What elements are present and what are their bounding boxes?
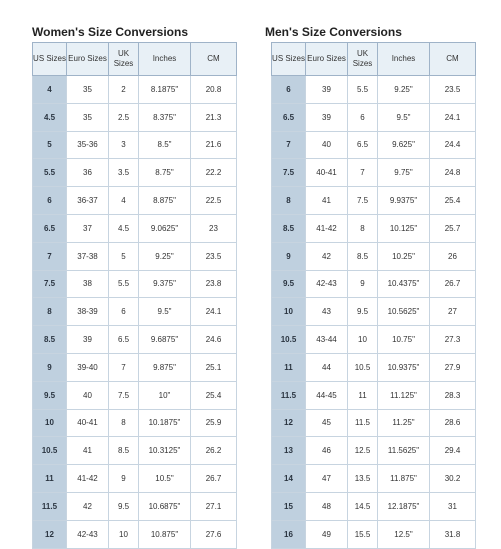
table-row	[272, 409, 476, 437]
euro-size-cell: 39-40	[67, 353, 109, 381]
cm-cell: 25.4	[191, 381, 237, 409]
cm-cell: 23.8	[191, 270, 237, 298]
cm-cell: 21.3	[191, 103, 237, 131]
inches-cell: 10.125"	[378, 214, 430, 242]
table-row	[33, 437, 237, 465]
header-inches: Inches	[139, 43, 191, 76]
euro-size-cell: 42	[306, 242, 348, 270]
cm-cell: 21.6	[191, 131, 237, 159]
cm-cell: 26.7	[430, 270, 476, 298]
uk-size-cell: 14.5	[348, 492, 378, 520]
us-size-cell: 7.5	[33, 270, 67, 298]
table-row	[272, 270, 476, 298]
table-row	[33, 214, 237, 242]
euro-size-cell: 41	[306, 187, 348, 215]
cm-cell: 22.5	[191, 187, 237, 215]
uk-size-cell: 2.5	[109, 103, 139, 131]
table-row	[272, 326, 476, 354]
euro-size-cell: 46	[306, 437, 348, 465]
cm-cell: 29.4	[430, 437, 476, 465]
inches-cell: 10.5"	[139, 465, 191, 493]
uk-size-cell: 7.5	[348, 187, 378, 215]
euro-size-cell: 47	[306, 465, 348, 493]
inches-cell: 10.25"	[378, 242, 430, 270]
us-size-cell: 13	[272, 437, 306, 465]
table-row	[33, 242, 237, 270]
uk-size-cell: 5.5	[348, 76, 378, 104]
cm-cell: 28.3	[430, 381, 476, 409]
uk-size-cell: 9.5	[348, 298, 378, 326]
table-row	[272, 103, 476, 131]
cm-cell: 24.8	[430, 159, 476, 187]
men-header-row	[272, 43, 476, 76]
us-size-cell: 9	[272, 242, 306, 270]
us-size-cell: 4.5	[33, 103, 67, 131]
cm-cell: 25.1	[191, 353, 237, 381]
euro-size-cell: 49	[306, 520, 348, 548]
header-euro-sizes: Euro Sizes	[67, 43, 109, 76]
us-size-cell: 12	[33, 520, 67, 548]
us-size-cell: 10.5	[272, 326, 306, 354]
header-uk-sizes: UK Sizes	[348, 43, 378, 76]
inches-cell: 9.9375"	[378, 187, 430, 215]
inches-cell: 10"	[139, 381, 191, 409]
header-inches: Inches	[378, 43, 430, 76]
us-size-cell: 16	[272, 520, 306, 548]
uk-size-cell: 8	[348, 214, 378, 242]
uk-size-cell: 13.5	[348, 465, 378, 493]
uk-size-cell: 8.5	[109, 437, 139, 465]
cm-cell: 25.4	[430, 187, 476, 215]
cm-cell: 27.6	[191, 520, 237, 548]
cm-cell: 30.2	[430, 465, 476, 493]
euro-size-cell: 42-43	[67, 520, 109, 548]
inches-cell: 11.5625"	[378, 437, 430, 465]
cm-cell: 25.7	[430, 214, 476, 242]
us-size-cell: 8	[272, 187, 306, 215]
inches-cell: 8.75"	[139, 159, 191, 187]
inches-cell: 8.875"	[139, 187, 191, 215]
women-title: Women's Size Conversions	[32, 25, 189, 39]
uk-size-cell: 9	[109, 465, 139, 493]
us-size-cell: 6.5	[272, 103, 306, 131]
header-uk-sizes: UK Sizes	[109, 43, 139, 76]
inches-cell: 10.875"	[139, 520, 191, 548]
euro-size-cell: 35	[67, 76, 109, 104]
table-row	[33, 409, 237, 437]
us-size-cell: 7	[33, 242, 67, 270]
us-size-cell: 9.5	[272, 270, 306, 298]
inches-cell: 9.6875"	[139, 326, 191, 354]
euro-size-cell: 41-42	[67, 465, 109, 493]
euro-size-cell: 39	[306, 103, 348, 131]
cm-cell: 31	[430, 492, 476, 520]
uk-size-cell: 10	[348, 326, 378, 354]
women-size-table	[32, 42, 237, 549]
men-table-body	[272, 76, 476, 549]
euro-size-cell: 37	[67, 214, 109, 242]
cm-cell: 23.5	[430, 76, 476, 104]
uk-size-cell: 12.5	[348, 437, 378, 465]
table-row	[272, 159, 476, 187]
inches-cell: 10.6875"	[139, 492, 191, 520]
cm-cell: 23	[191, 214, 237, 242]
us-size-cell: 11.5	[272, 381, 306, 409]
uk-size-cell: 9	[348, 270, 378, 298]
table-row	[33, 270, 237, 298]
inches-cell: 8.375"	[139, 103, 191, 131]
cm-cell: 20.8	[191, 76, 237, 104]
header-cm: CM	[191, 43, 237, 76]
uk-size-cell: 11.5	[348, 409, 378, 437]
table-row	[33, 465, 237, 493]
us-size-cell: 11	[33, 465, 67, 493]
inches-cell: 10.5625"	[378, 298, 430, 326]
header-us-sizes: US Sizes	[272, 43, 306, 76]
table-row	[33, 326, 237, 354]
euro-size-cell: 40	[67, 381, 109, 409]
euro-size-cell: 39	[306, 76, 348, 104]
inches-cell: 11.875"	[378, 465, 430, 493]
euro-size-cell: 36	[67, 159, 109, 187]
us-size-cell: 10	[33, 409, 67, 437]
uk-size-cell: 2	[109, 76, 139, 104]
table-row	[272, 465, 476, 493]
us-size-cell: 6	[33, 187, 67, 215]
table-row	[33, 76, 237, 104]
uk-size-cell: 8	[109, 409, 139, 437]
uk-size-cell: 5	[109, 242, 139, 270]
euro-size-cell: 38	[67, 270, 109, 298]
women-table-body	[33, 76, 237, 549]
men-title: Men's Size Conversions	[265, 25, 402, 39]
euro-size-cell: 42	[67, 492, 109, 520]
us-size-cell: 15	[272, 492, 306, 520]
uk-size-cell: 3.5	[109, 159, 139, 187]
us-size-cell: 9.5	[33, 381, 67, 409]
inches-cell: 11.25"	[378, 409, 430, 437]
us-size-cell: 5	[33, 131, 67, 159]
us-size-cell: 11	[272, 353, 306, 381]
euro-size-cell: 39	[67, 326, 109, 354]
cm-cell: 22.2	[191, 159, 237, 187]
header-euro-sizes: Euro Sizes	[306, 43, 348, 76]
cm-cell: 26	[430, 242, 476, 270]
us-size-cell: 4	[33, 76, 67, 104]
table-row	[272, 131, 476, 159]
cm-cell: 27.1	[191, 492, 237, 520]
euro-size-cell: 37-38	[67, 242, 109, 270]
inches-cell: 8.5"	[139, 131, 191, 159]
us-size-cell: 11.5	[33, 492, 67, 520]
us-size-cell: 7.5	[272, 159, 306, 187]
euro-size-cell: 35	[67, 103, 109, 131]
cm-cell: 27.3	[430, 326, 476, 354]
table-row	[272, 353, 476, 381]
table-row	[33, 381, 237, 409]
uk-size-cell: 11	[348, 381, 378, 409]
euro-size-cell: 44-45	[306, 381, 348, 409]
uk-size-cell: 10	[109, 520, 139, 548]
uk-size-cell: 8.5	[348, 242, 378, 270]
table-row	[272, 242, 476, 270]
table-row	[33, 187, 237, 215]
cm-cell: 24.4	[430, 131, 476, 159]
cm-cell: 26.7	[191, 465, 237, 493]
euro-size-cell: 38-39	[67, 298, 109, 326]
inches-cell: 10.9375"	[378, 353, 430, 381]
inches-cell: 9.25"	[378, 76, 430, 104]
table-row	[272, 76, 476, 104]
table-row	[33, 492, 237, 520]
euro-size-cell: 44	[306, 353, 348, 381]
euro-size-cell: 45	[306, 409, 348, 437]
table-row	[33, 159, 237, 187]
inches-cell: 9.25"	[139, 242, 191, 270]
euro-size-cell: 41-42	[306, 214, 348, 242]
uk-size-cell: 6.5	[109, 326, 139, 354]
table-row	[272, 381, 476, 409]
euro-size-cell: 43-44	[306, 326, 348, 354]
us-size-cell: 6.5	[33, 214, 67, 242]
table-row	[272, 298, 476, 326]
us-size-cell: 9	[33, 353, 67, 381]
inches-cell: 10.4375"	[378, 270, 430, 298]
inches-cell: 11.125"	[378, 381, 430, 409]
cm-cell: 28.6	[430, 409, 476, 437]
cm-cell: 26.2	[191, 437, 237, 465]
inches-cell: 12.5"	[378, 520, 430, 548]
us-size-cell: 5.5	[33, 159, 67, 187]
women-header-row	[33, 43, 237, 76]
uk-size-cell: 7.5	[109, 381, 139, 409]
us-size-cell: 6	[272, 76, 306, 104]
euro-size-cell: 40	[306, 131, 348, 159]
uk-size-cell: 6	[348, 103, 378, 131]
table-row	[272, 214, 476, 242]
table-row	[272, 437, 476, 465]
euro-size-cell: 41	[67, 437, 109, 465]
inches-cell: 10.3125"	[139, 437, 191, 465]
uk-size-cell: 7	[109, 353, 139, 381]
uk-size-cell: 4	[109, 187, 139, 215]
us-size-cell: 10	[272, 298, 306, 326]
cm-cell: 24.1	[430, 103, 476, 131]
us-size-cell: 14	[272, 465, 306, 493]
inches-cell: 9.5"	[139, 298, 191, 326]
us-size-cell: 7	[272, 131, 306, 159]
uk-size-cell: 10.5	[348, 353, 378, 381]
table-row	[33, 520, 237, 548]
inches-cell: 9.375"	[139, 270, 191, 298]
table-row	[33, 353, 237, 381]
cm-cell: 31.8	[430, 520, 476, 548]
inches-cell: 9.625"	[378, 131, 430, 159]
us-size-cell: 8	[33, 298, 67, 326]
uk-size-cell: 3	[109, 131, 139, 159]
uk-size-cell: 6	[109, 298, 139, 326]
euro-size-cell: 42-43	[306, 270, 348, 298]
euro-size-cell: 36-37	[67, 187, 109, 215]
inches-cell: 12.1875"	[378, 492, 430, 520]
cm-cell: 27	[430, 298, 476, 326]
euro-size-cell: 43	[306, 298, 348, 326]
us-size-cell: 8.5	[272, 214, 306, 242]
inches-cell: 9.875"	[139, 353, 191, 381]
table-row	[33, 103, 237, 131]
cm-cell: 23.5	[191, 242, 237, 270]
men-size-table	[271, 42, 476, 549]
euro-size-cell: 35-36	[67, 131, 109, 159]
uk-size-cell: 7	[348, 159, 378, 187]
cm-cell: 25.9	[191, 409, 237, 437]
table-row	[272, 492, 476, 520]
inches-cell: 9.5"	[378, 103, 430, 131]
cm-cell: 24.6	[191, 326, 237, 354]
us-size-cell: 12	[272, 409, 306, 437]
us-size-cell: 8.5	[33, 326, 67, 354]
uk-size-cell: 6.5	[348, 131, 378, 159]
cm-cell: 27.9	[430, 353, 476, 381]
header-us-sizes: US Sizes	[33, 43, 67, 76]
inches-cell: 10.1875"	[139, 409, 191, 437]
euro-size-cell: 48	[306, 492, 348, 520]
table-row	[33, 298, 237, 326]
header-cm: CM	[430, 43, 476, 76]
uk-size-cell: 4.5	[109, 214, 139, 242]
uk-size-cell: 5.5	[109, 270, 139, 298]
uk-size-cell: 15.5	[348, 520, 378, 548]
table-row	[33, 131, 237, 159]
uk-size-cell: 9.5	[109, 492, 139, 520]
inches-cell: 8.1875"	[139, 76, 191, 104]
table-row	[272, 187, 476, 215]
inches-cell: 10.75"	[378, 326, 430, 354]
cm-cell: 24.1	[191, 298, 237, 326]
inches-cell: 9.75"	[378, 159, 430, 187]
us-size-cell: 10.5	[33, 437, 67, 465]
table-row	[272, 520, 476, 548]
inches-cell: 9.0625"	[139, 214, 191, 242]
euro-size-cell: 40-41	[306, 159, 348, 187]
euro-size-cell: 40-41	[67, 409, 109, 437]
